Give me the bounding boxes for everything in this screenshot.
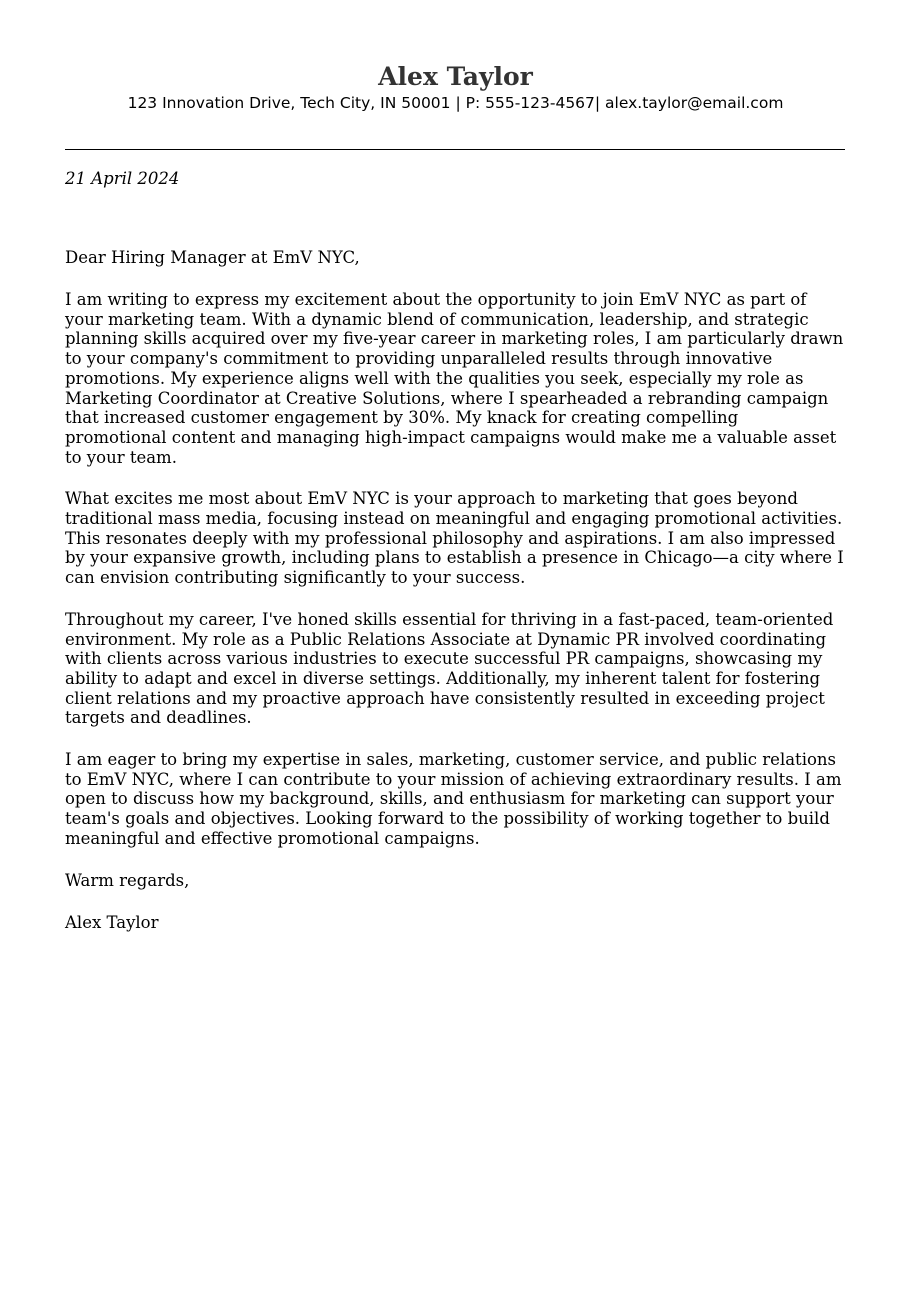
signature-name: Alex Taylor (65, 912, 159, 932)
salutation: Dear Hiring Manager at EmV NYC, (65, 248, 360, 267)
body-paragraph-2: What excites me most about EmV NYC is your approach to marketing that goes beyond traditional mass media, focusing instead on meaningful and engaging promotional activities. This resonates deeply with my professional philosophy and aspirations. I am also impressed by your expansive growth, including plans to establish a presence in Chicago—a city where I can envision contributing significantly to your success. (65, 489, 844, 588)
letter-header (65, 0, 846, 113)
body-paragraph-1: I am writing to express my excitement about the opportunity to join EmV NYC as part of your marketing team. With a dynamic blend of communication, leadership, and strategic planning skills acquired over my five-year career in marketing roles, I am particularly drawn to your company's commitment to providing unparalleled results through innovative promotions. My experience aligns well with the qualities you seek, especially my role as Marketing Coordinator at Creative Solutions, where I spearheaded a rebranding campaign that increased customer engagement by 30%. My knack for creating compelling promotional content and managing high-impact campaigns would make me a valuable asset to your team. (65, 290, 844, 467)
closing: Warm regards, (65, 870, 190, 890)
header-divider (65, 149, 845, 150)
body-paragraph-3: Throughout my career, I've honed skills essential for thriving in a fast-paced, team-oriented environment. My role as a Public Relations Associate at Dynamic PR involved coordinating with clients across various industries to execute successful PR campaigns, showcasing my ability to adapt and excel in diverse settings. Additionally, my inherent talent for fostering client relations and my proactive approach have consistently resulted in exceeding project targets and deadlines. (65, 609, 834, 728)
letter-date: 21 April 2024 (65, 169, 180, 188)
sender-name: Alex Taylor (378, 62, 533, 91)
sender-contact-info: 123 Innovation Drive, Tech City, IN 50001 | P: 555-123-4567| alex.taylor@email.com (127, 94, 784, 112)
body-paragraph-4: I am eager to bring my expertise in sales, marketing, customer service, and public relations to EmV NYC, where I can contribute to your mission of achieving extraordinary results. I am open to discuss how my background, skills, and enthusiasm for marketing can support your team's goals and objectives. Looking forward to the possibility of working together to build meaningful and effective promotional campaigns. (65, 750, 842, 848)
